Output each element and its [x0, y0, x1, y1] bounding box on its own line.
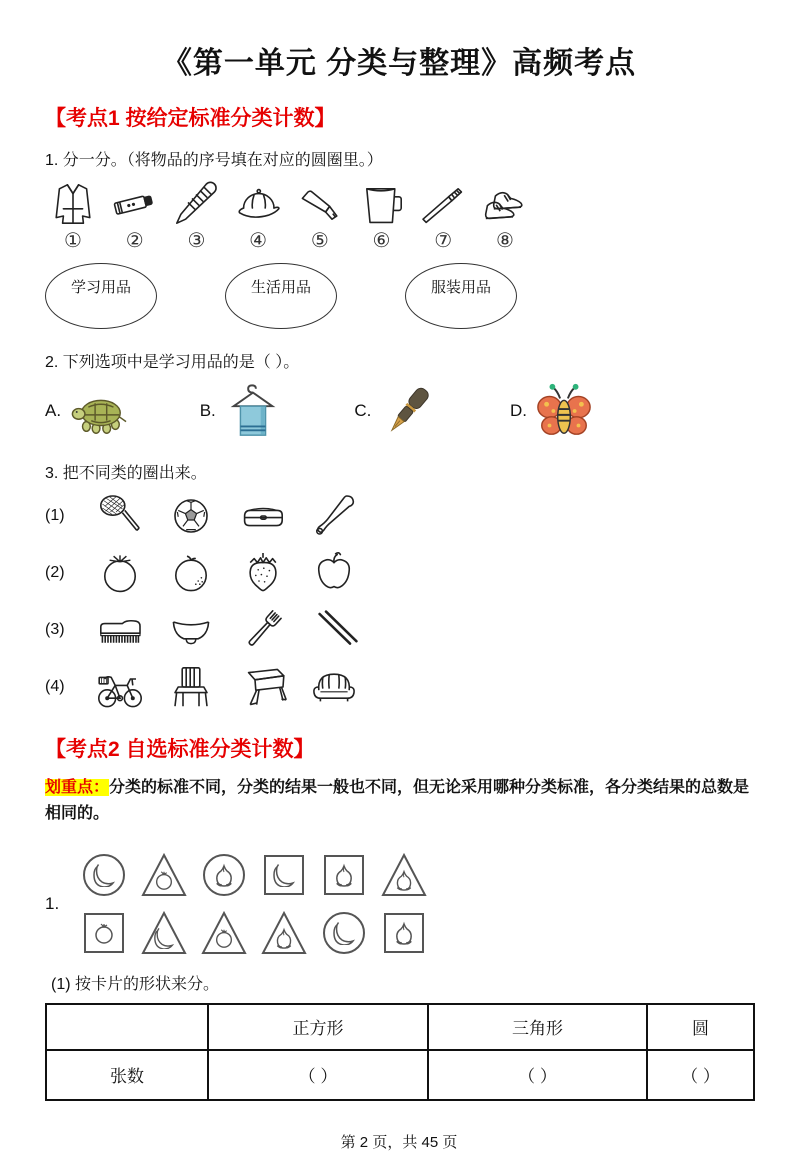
towel-icon [224, 382, 282, 440]
item-toothbrush [415, 180, 471, 251]
baseball-bat-icon [307, 492, 361, 540]
pencil-icon [170, 180, 222, 228]
question-2-options [45, 382, 593, 440]
card-circle-banana [81, 852, 127, 898]
row-label: (1) [45, 507, 65, 524]
option-label: C. [354, 401, 372, 420]
table-header-circle: 圆 [647, 1004, 754, 1050]
table-cell-triangle-count: （ ） [428, 1050, 647, 1100]
table-cell-circle-count: （ ） [647, 1050, 754, 1100]
comb-icon [93, 606, 147, 654]
option-c [354, 382, 437, 440]
tennis-racket-icon [93, 492, 147, 540]
row-label: (4) [45, 678, 65, 695]
item-coat [45, 180, 101, 251]
option-b [200, 382, 282, 440]
item-number: ① [64, 230, 82, 252]
table-cell-square-count: （ ） [208, 1050, 428, 1100]
pencil-case-icon [236, 492, 290, 540]
row-label: (2) [45, 564, 65, 581]
sofa-icon [307, 663, 361, 711]
table-header-empty [46, 1004, 208, 1050]
category-ovals [45, 263, 517, 329]
card-square-peach [381, 910, 427, 956]
classification-table [45, 1003, 755, 1101]
table-row-label: 张数 [46, 1050, 208, 1100]
fork-icon [236, 606, 290, 654]
card-triangle-peach [261, 910, 307, 956]
question-number: 1. [45, 893, 60, 913]
item-number: ② [125, 230, 144, 252]
fountain-pen-icon [379, 382, 437, 440]
item-number: ③ [187, 230, 206, 252]
item-toothpaste [107, 180, 163, 251]
option-label: D. [510, 401, 527, 420]
key-point-label: 划重点： [45, 779, 110, 796]
card-triangle-banana [141, 910, 187, 956]
item-shoes [477, 180, 533, 251]
exam-point-2-heading: 【考点2 自选标准分类计数】 [45, 738, 315, 761]
page-title: 《第一单元 分类与整理》高频考点 [161, 47, 637, 80]
turtle-icon [69, 382, 127, 440]
table-header-square: 正方形 [208, 1004, 428, 1050]
bowl-icon [164, 606, 218, 654]
desk-icon [236, 663, 290, 711]
shape-cards [81, 852, 427, 956]
exam-point-1-heading: 【考点1 按给定标准分类计数】 [45, 107, 336, 130]
orange-icon [164, 549, 218, 597]
table-header-row [46, 1004, 754, 1050]
toothbrush-icon [417, 180, 469, 228]
pen-icon [294, 180, 346, 228]
item-number: ④ [249, 230, 268, 252]
question-3-text: 3. 把不同类的圈出来。 [45, 465, 207, 482]
coat-icon [47, 180, 99, 228]
strawberry-icon [236, 549, 290, 597]
item-cup [354, 180, 410, 251]
cap-icon [232, 180, 284, 228]
category-oval-study: 学习用品 [45, 263, 157, 329]
question-s2-1 [45, 852, 753, 956]
chopsticks-icon [307, 606, 361, 654]
toothpaste-icon [109, 180, 161, 228]
question-1-text: 1. 分一分。（将物品的序号填在对应的圆圈里。） [45, 152, 383, 169]
item-number: ⑦ [434, 230, 453, 252]
card-circle-banana [321, 910, 367, 956]
question-3-row-1 [45, 492, 753, 540]
option-d [510, 382, 593, 440]
row-label: (3) [45, 621, 65, 638]
question-3-row-4 [45, 663, 753, 711]
item-cap [230, 180, 286, 251]
butterfly-icon [535, 382, 593, 440]
item-number: ⑤ [310, 230, 329, 252]
item-pen [292, 180, 348, 251]
table-data-row [46, 1050, 754, 1100]
option-label: B. [199, 401, 216, 420]
question-2-text: 2. 下列选项中是学习用品的是（ ）。 [45, 354, 300, 371]
category-oval-daily: 生活用品 [225, 263, 337, 329]
shoes-icon [479, 180, 531, 228]
page-footer: 第 2 页，共 45 页 [340, 1133, 458, 1151]
card-circle-peach [201, 852, 247, 898]
key-point [45, 775, 750, 828]
option-a [45, 382, 127, 440]
chair-icon [164, 663, 218, 711]
option-label: A. [45, 401, 62, 420]
question-3-row-3 [45, 606, 753, 654]
bicycle-icon [93, 663, 147, 711]
cup-icon [356, 180, 408, 228]
item-number: ⑧ [495, 230, 514, 252]
apple-icon [307, 549, 361, 597]
item-number: ⑥ [372, 230, 391, 252]
card-square-peach [321, 852, 367, 898]
table-header-triangle: 三角形 [428, 1004, 647, 1050]
tomato-icon [93, 549, 147, 597]
soccer-ball-icon [164, 492, 218, 540]
card-triangle-peach [381, 852, 427, 898]
question-1-items [45, 180, 533, 251]
card-triangle-tomato [141, 852, 187, 898]
card-square-tomato [81, 910, 127, 956]
sub-question-text: (1) 按卡片的形状来分。 [51, 975, 220, 993]
card-square-banana [261, 852, 307, 898]
card-triangle-tomato [201, 910, 247, 956]
category-oval-clothing: 服装用品 [405, 263, 517, 329]
question-3-row-2 [45, 549, 753, 597]
item-pencil [168, 180, 224, 251]
key-point-text: 分类的标准不同，分类的结果一般也不同，但无论采用哪种分类标准，各分类结果的总数是相同的。 [45, 779, 750, 823]
